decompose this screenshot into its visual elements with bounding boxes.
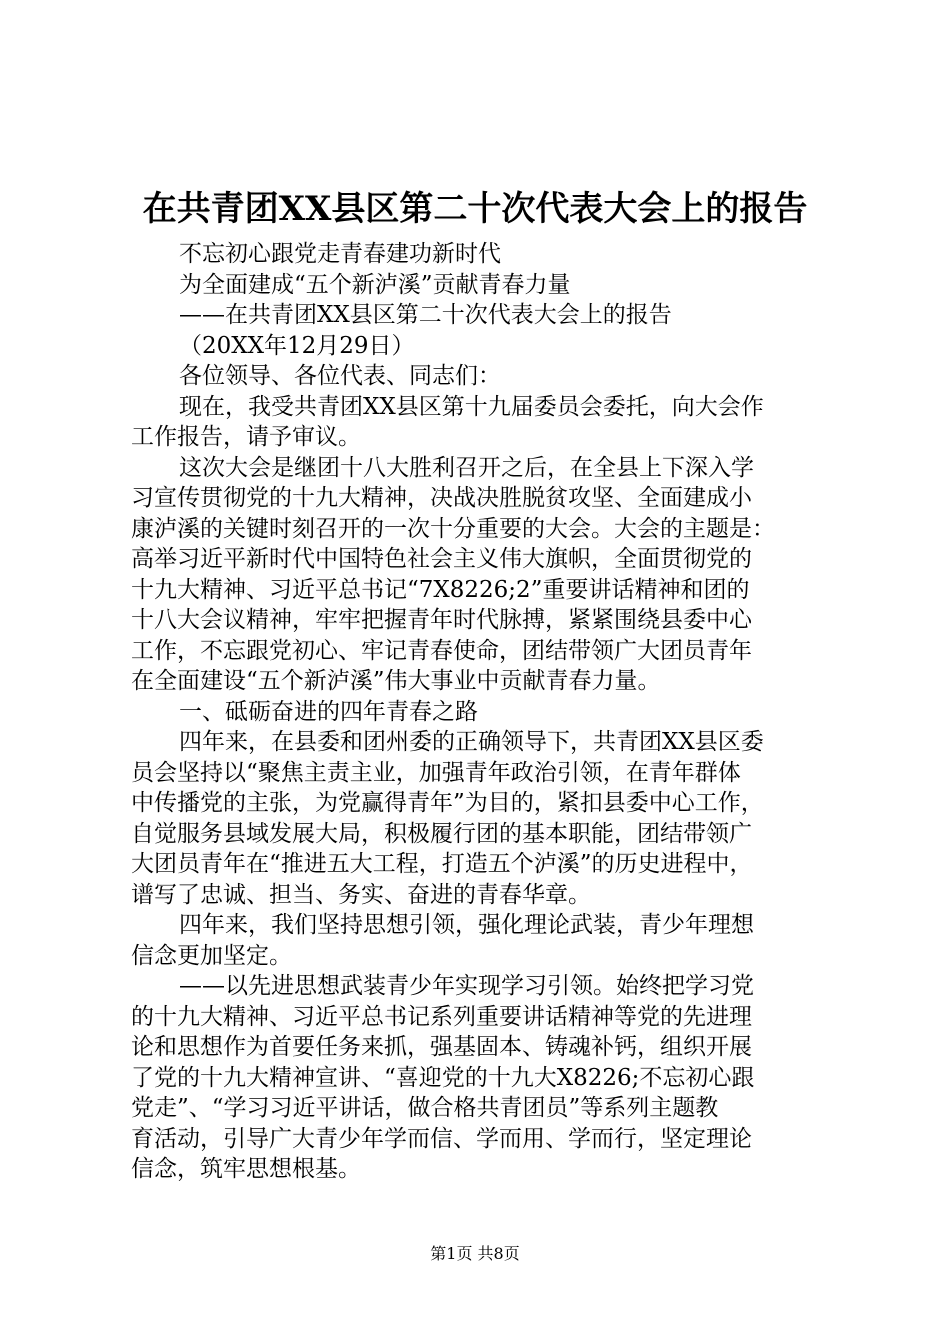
text-line: 康泸溪的关键时刻召开的一次十分重要的大会。大会的主题是： <box>131 515 775 542</box>
text-line: 工作报告，请予审议。 <box>131 424 361 450</box>
text-line: 为全面建成“五个新泸溪”贡献青春力量 <box>179 271 571 298</box>
text-line: 这次大会是继团十八大胜利召开之后，在全县上下深入学 <box>179 454 754 481</box>
text-line: （20XX年12月29日） <box>179 332 415 359</box>
text-line: 论和思想作为首要任务来抓，强基固本、铸魂补钙，组织开展 <box>131 1034 752 1060</box>
text-line: 在全面建设“五个新泸溪”伟大事业中贡献青春力量。 <box>131 668 661 694</box>
text-line: 习宣传贯彻党的十九大精神，决战决胜脱贫攻坚、全面建成小 <box>131 485 752 511</box>
text-line: 十八大会议精神，牢牢把握青年时代脉搏，紧紧围绕县委中心 <box>131 607 752 633</box>
text-line: 现在，我受共青团XX县区第十九届委员会委托，向大会作 <box>179 393 764 420</box>
text-line: 信念，筑牢思想根基。 <box>131 1156 361 1182</box>
text-line: 工作，不忘跟党初心、牢记青春使命，团结带领广大团员青年 <box>131 637 752 664</box>
text-line: 一、砥砺奋进的四年青春之路 <box>179 698 478 725</box>
text-line: 高举习近平新时代中国特色社会主义伟大旗帜，全面贯彻党的 <box>131 546 752 572</box>
text-line: ——以先进思想武装青少年实现学习引领。始终把学习党 <box>179 973 754 999</box>
text-line: 中传播党的主张，为党赢得青年”为目的，紧扣县委中心工作， <box>131 790 764 816</box>
document-title: 在共青团XX县区第二十次代表大会上的报告 <box>142 189 808 229</box>
text-line: 谱写了忠诚、担当、务实、奋进的青春华章。 <box>131 881 591 908</box>
text-line: 自觉服务县域发展大局，积极履行团的基本职能，团结带领广 <box>131 820 752 847</box>
text-line: 各位领导、各位代表、同志们： <box>179 363 501 389</box>
text-line: 了党的十九大精神宣讲、“喜迎党的十九大X8226;不忘初心跟 <box>131 1064 755 1091</box>
text-line: 十九大精神、习近平总书记“7X8226;2”重要讲话精神和团的 <box>131 576 750 603</box>
text-line: 育活动，引导广大青少年学而信、学而用、学而行，坚定理论 <box>131 1125 752 1152</box>
document-body <box>131 239 831 1185</box>
text-line: 四年来，在县委和团州委的正确领导下，共青团XX县区委 <box>179 729 764 755</box>
text-line: 信念更加坚定。 <box>131 942 292 969</box>
text-line: 不忘初心跟党走青春建功新时代 <box>179 241 501 267</box>
text-line: ——在共青团XX县区第二十次代表大会上的报告 <box>179 302 672 328</box>
text-line: 员会坚持以“聚焦主责主业，加强青年政治引领，在青年群体 <box>131 759 741 786</box>
text-line: 的十九大精神、习近平总书记系列重要讲话精神等党的先进理 <box>131 1003 752 1030</box>
text-line: 大团员青年在“推进五大工程，打造五个泸溪”的历史进程中， <box>131 851 753 877</box>
text-line: 四年来，我们坚持思想引领，强化理论武装，青少年理想 <box>179 912 754 938</box>
text-line: 党走”、“学习习近平讲话，做合格共青团员”等系列主题教 <box>131 1095 719 1121</box>
page-footer: 第1页 共8页 <box>430 1244 520 1263</box>
